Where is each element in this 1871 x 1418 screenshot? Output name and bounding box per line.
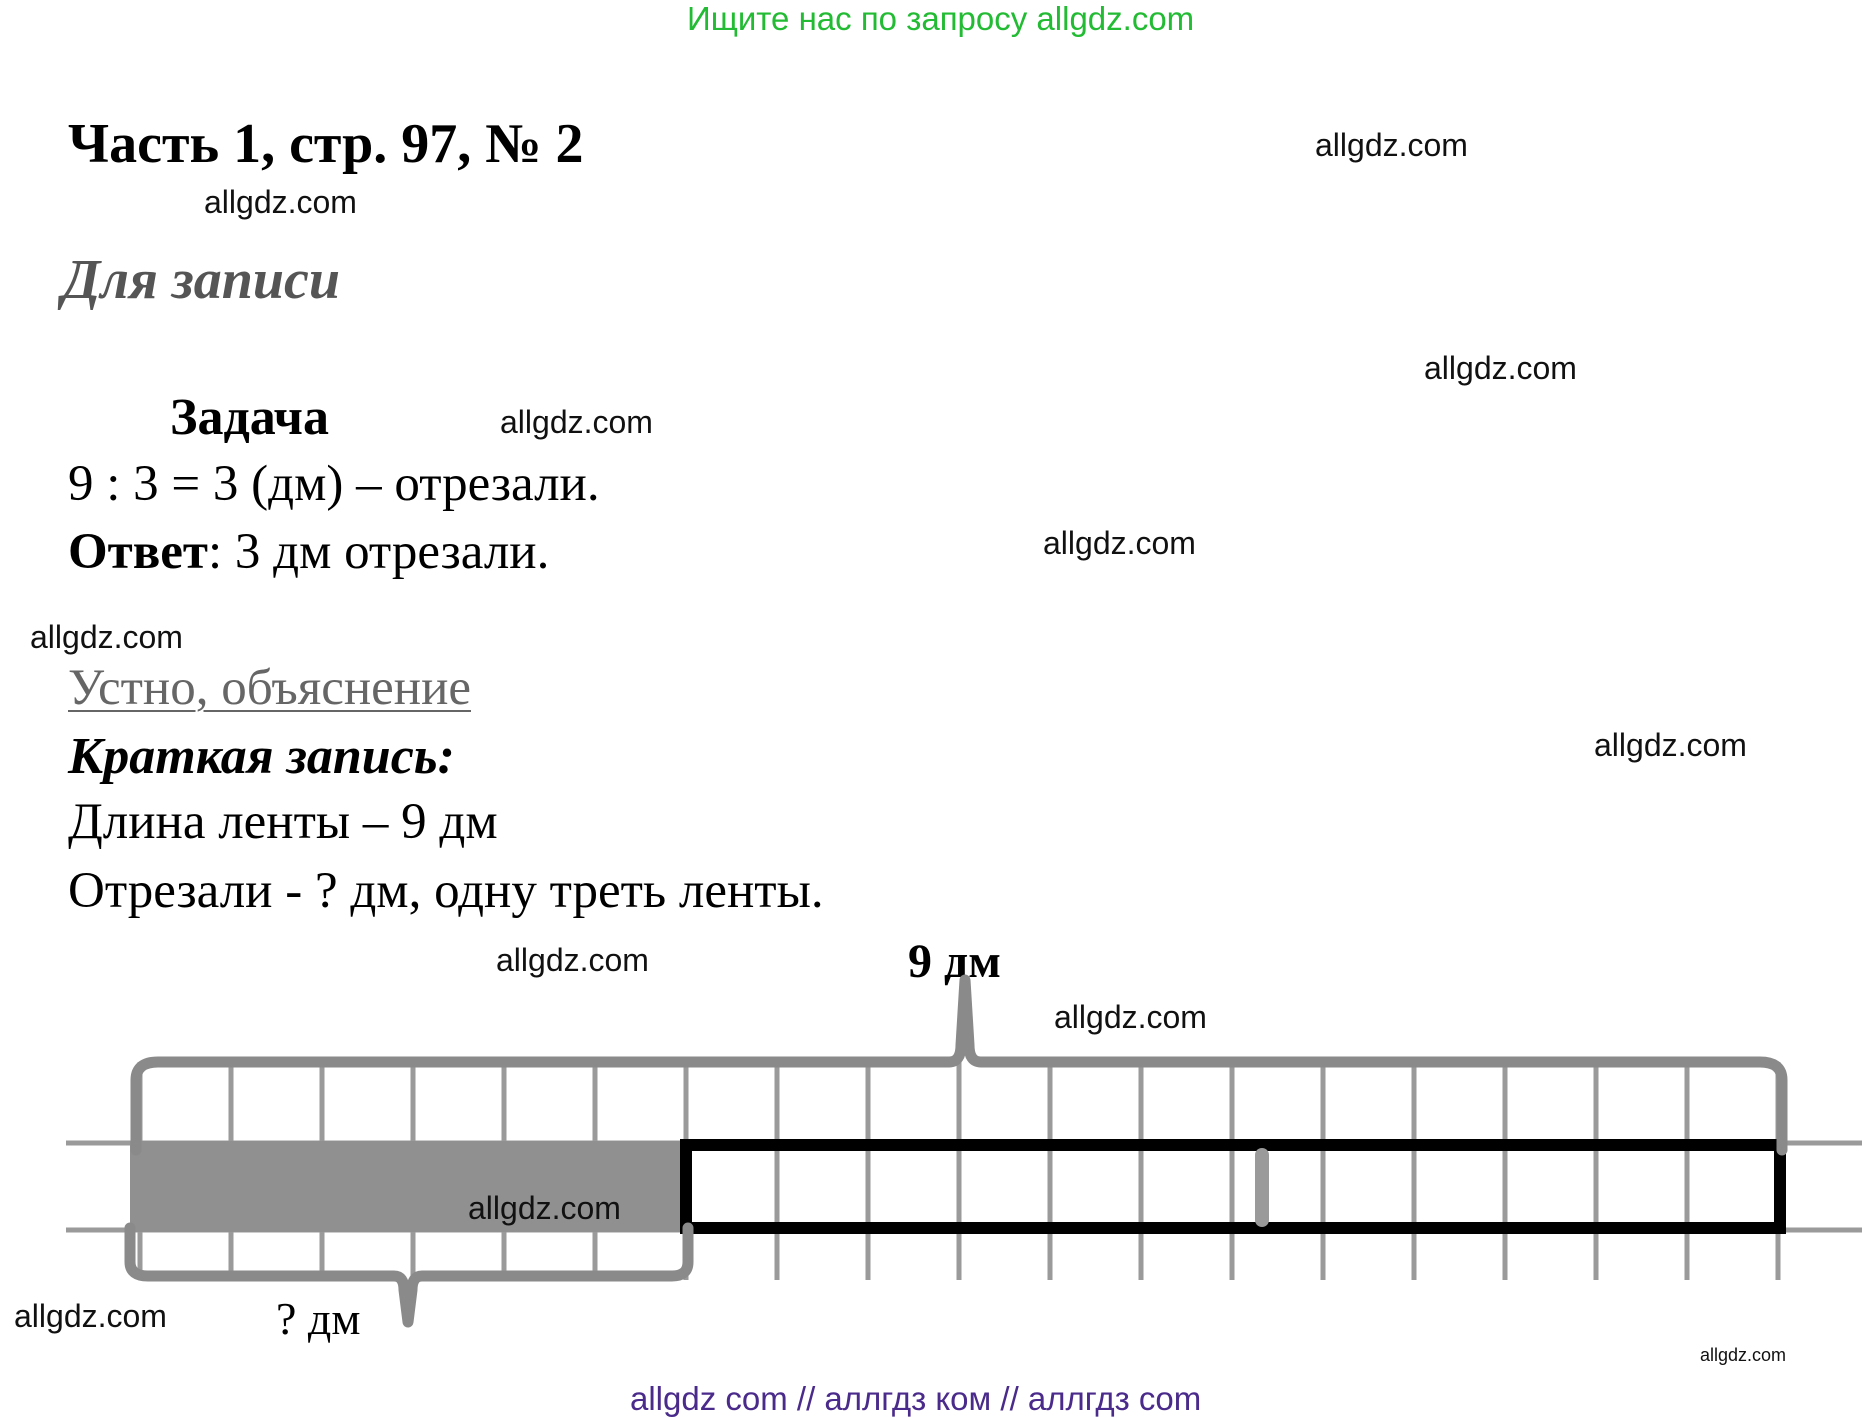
page-title: Часть 1, стр. 97, № 2 [68,113,584,175]
total-length-label: 9 дм [908,935,1001,988]
footer-text: allgdz com // аллгдз ком // аллгдз com [630,1380,1202,1417]
answer-label: Ответ [68,524,208,580]
watermark: allgdz.com [500,404,653,440]
answer-text: : 3 дм отрезали. [207,524,550,580]
watermark: allgdz.com [30,619,183,655]
section-heading-oral: Устно, объяснение [68,660,471,716]
watermark: allgdz.com [1054,999,1207,1035]
record-line-length: Длина ленты – 9 дм [68,794,498,850]
site-banner: Ищите нас по запросу allgdz.com [687,0,1195,37]
record-line-cut: Отрезали - ? дм, одну треть ленты. [68,863,824,919]
solution-line: 9 : 3 = 3 (дм) – отрезали. [68,456,600,512]
part-length-label: ? дм [276,1293,361,1344]
task-heading: Задача [170,389,329,446]
section-heading-record: Для записи [62,249,340,311]
watermark: allgdz.com [1424,350,1577,386]
watermark: allgdz.com [1700,1345,1787,1365]
short-record-label: Краткая запись: [68,728,455,785]
watermark: allgdz.com [468,1190,621,1226]
cut-part-brace [130,1228,688,1322]
watermark: allgdz.com [204,184,357,220]
watermark: allgdz.com [1594,727,1747,763]
watermark: allgdz.com [1043,525,1196,561]
watermark: allgdz.com [1315,127,1468,163]
watermark: allgdz.com [14,1298,167,1334]
watermark: allgdz.com [496,942,649,978]
